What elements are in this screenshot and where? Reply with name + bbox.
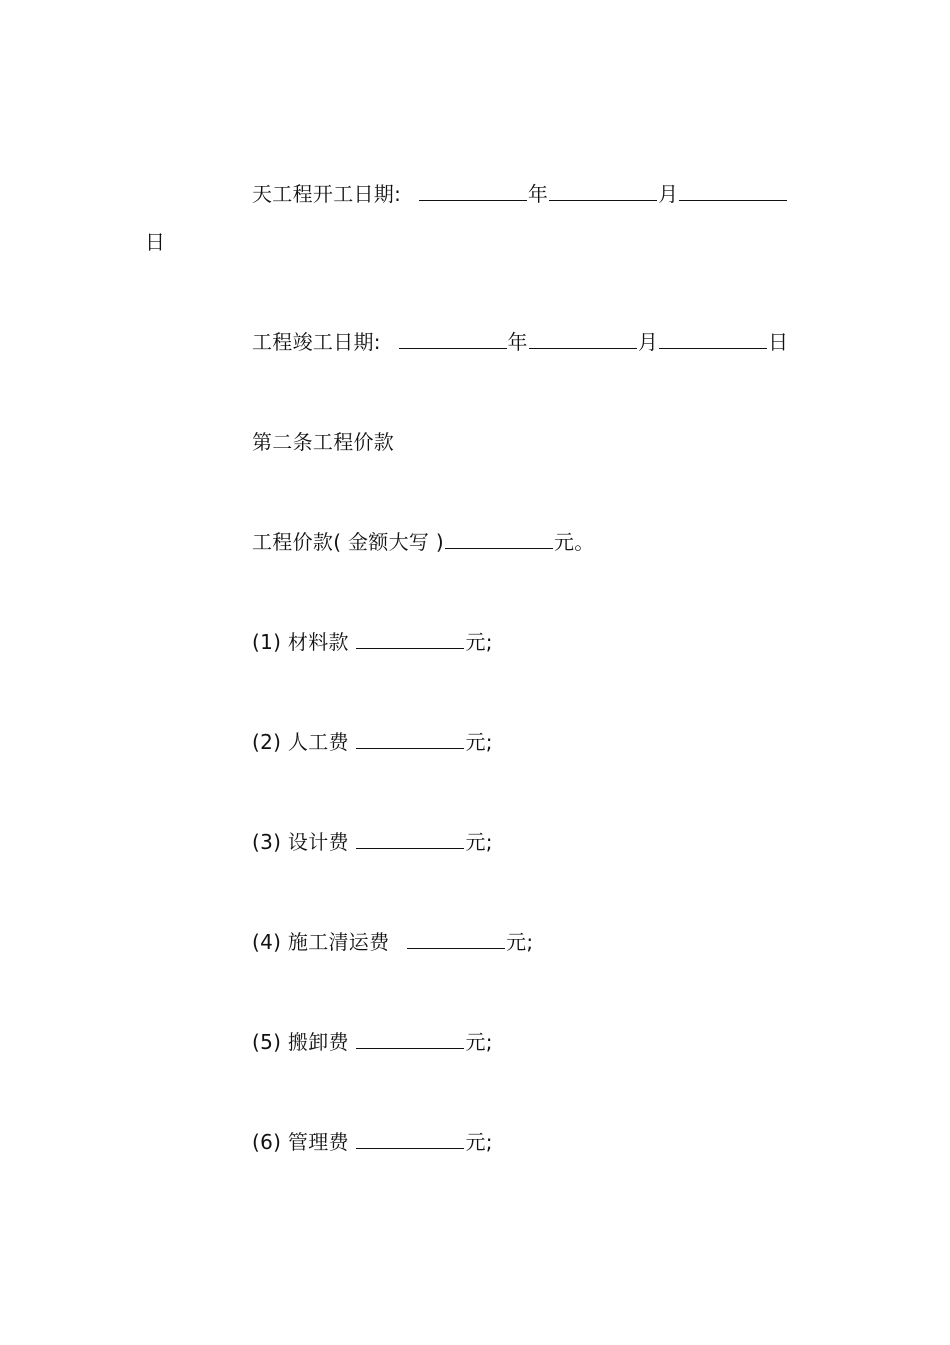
end-date-label: 工程竣工日期: [252,330,381,354]
item-line-6 [252,1128,493,1156]
start-date-line-tail [145,228,165,256]
item-label: 设计费 [287,830,349,854]
item-label: 搬卸费 [287,1030,349,1054]
item-label: 材料款 [287,630,349,654]
start-date-line [252,180,788,208]
item-line-5 [252,1028,493,1056]
start-year-unit: 年 [527,182,549,206]
item-suffix: 元; [465,1030,493,1054]
item-number: (6) [252,1130,282,1154]
price-total-blank[interactable] [445,528,553,549]
start-year-blank[interactable] [419,180,527,201]
item-number: (5) [252,1030,282,1054]
item-number: (2) [252,730,282,754]
item-amount-blank[interactable] [356,1028,464,1049]
item-amount-blank[interactable] [407,928,505,949]
start-date-label: 天工程开工日期: [252,182,402,206]
item-amount-blank[interactable] [356,628,464,649]
end-year-unit: 年 [507,330,528,354]
item-number: (3) [252,830,282,854]
item-amount-blank[interactable] [356,1128,464,1149]
item-label: 施工清运费 [287,930,390,954]
item-label: 人工费 [287,730,349,754]
start-day-blank[interactable] [679,180,787,201]
item-line-4 [252,928,533,956]
item-suffix: 元; [465,1130,493,1154]
item-amount-blank[interactable] [356,728,464,749]
end-day-blank[interactable] [659,328,767,349]
price-total-prefix: 工程价款 [252,530,334,554]
item-number: (4) [252,930,282,954]
item-suffix: 元; [465,730,493,754]
price-total-suffix: 元。 [553,530,595,554]
price-total-paren: ( 金额大写 ) [333,530,444,554]
item-suffix: 元; [465,830,493,854]
price-total-line [252,528,595,556]
item-amount-blank[interactable] [356,828,464,849]
end-day-unit: 日 [768,330,789,354]
end-month-blank[interactable] [529,328,637,349]
start-day-unit: 日 [145,230,166,254]
end-date-line [252,328,788,356]
section-title: 第二条工程价款 [252,430,395,454]
item-number: (1) [252,630,282,654]
item-line-1 [252,628,493,656]
item-label: 管理费 [287,1130,349,1154]
start-month-blank[interactable] [549,180,657,201]
end-year-blank[interactable] [399,328,507,349]
start-month-unit: 月 [658,182,679,206]
item-line-2 [252,728,493,756]
end-month-unit: 月 [637,330,659,354]
item-line-3 [252,828,493,856]
item-suffix: 元; [465,630,493,654]
item-suffix: 元; [506,930,534,954]
